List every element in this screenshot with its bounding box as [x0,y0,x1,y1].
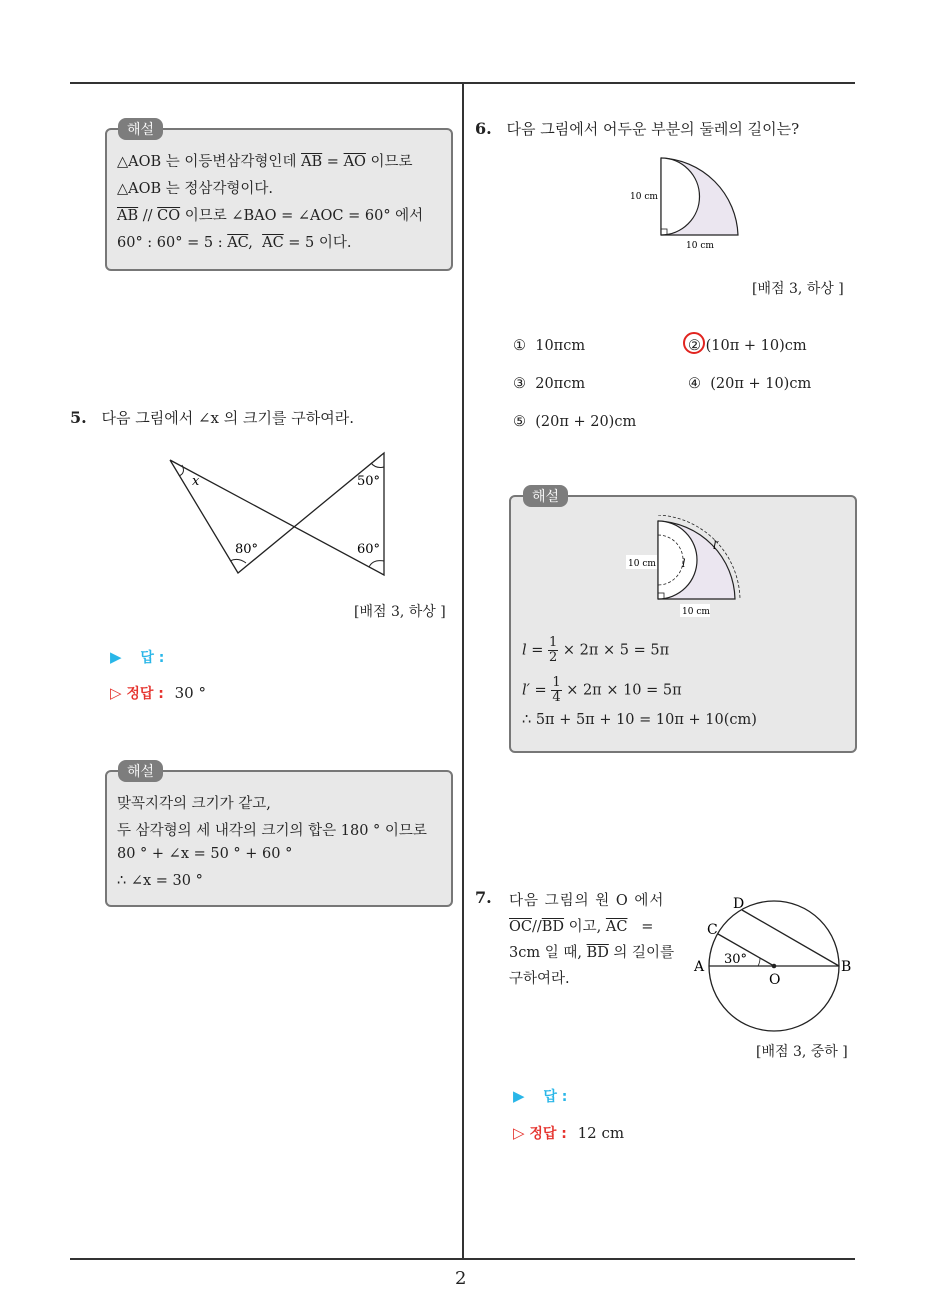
correct-label: 정답 : [126,686,164,702]
question-text: 다음 그림에서 어두운 부분의 둘레의 길이는? [506,120,800,138]
question-number: 6. [475,119,492,138]
point-d-label: D [733,896,745,912]
angle-30-label: 30° [724,952,748,967]
solution-line: l = $\frac{1}{2}$ × 2π × 5 = 5π [522,635,670,665]
q6-figure [628,152,748,252]
q5-figure [160,445,400,585]
answer-row [110,647,164,667]
solution-line: 80 ° + ∠x = 50 ° + 60 ° [117,846,293,862]
solution-line: △AOB 는 정삼각형이다. [117,181,274,197]
point-o-label: O [769,972,781,988]
bottom-length-label: 10 cm [682,607,710,617]
solution-line: 두 삼각형의 세 내각의 크기의 합은 180 ° 이므로 [117,823,427,839]
correct-label: 정답 : [529,1126,567,1142]
page-number: 2 [455,1268,467,1289]
side-length-label: 10 cm [630,192,658,202]
answer-label: 답 : [140,650,165,666]
question-text: 구하여라. [509,971,570,987]
play-icon: ▶ [513,1087,525,1105]
arc-lp-label: l′ [713,539,720,552]
arc-l-label: l [682,557,686,570]
solution-line: 맞꼭지각의 크기가 같고, [117,796,271,812]
answer-label: 답 : [543,1089,568,1105]
solution-tag: 해설 [523,485,568,507]
score-meta: [배점 3, 하상 ] [354,604,446,620]
outline-play-icon: ▷ [110,684,122,702]
angle-80-label: 80° [235,542,259,557]
choice-2[interactable]: ② (10π + 10)cm [688,338,807,354]
question-text: 3cm 일 때, $\overline{BD}$ 의 길이를 [509,945,675,961]
question-number: 5. [70,408,87,427]
question-5 [70,407,354,428]
solution-tag: 해설 [118,760,163,782]
choice-1[interactable]: ① 10πcm [513,338,586,354]
angle-60-label: 60° [357,542,381,557]
solution-line: l′ = $\frac{1}{4}$ × 2π × 10 = 5π [522,675,682,705]
question-7-number: 7. [475,888,492,907]
correct-value: 12 cm [577,1124,625,1142]
question-text: 다음 그림에서 ∠x 의 크기를 구하여라. [101,409,354,427]
solution-line: △AOB 는 이등변삼각형인데 $\overline{AB} = \overline{AO}$ 이므로 [117,154,413,170]
solution-line: ∴ ∠x = 30 ° [117,873,203,889]
angle-50-label: 50° [357,474,381,489]
correct-answer-row [110,683,206,703]
choice-5[interactable]: ⑤ (20π + 20)cm [513,414,637,430]
score-meta: [배점 3, 중하 ] [756,1044,848,1060]
question-text: 다음 그림의 원 O 에서 [509,893,665,909]
choice-4[interactable]: ④ (20π + 10)cm [688,376,812,392]
question-text: $\overline{OC}//\overline{BD}$ 이고, $\overline{AC}$ = [509,919,654,935]
choice-3[interactable]: ③ 20πcm [513,376,586,392]
question-6 [475,118,799,139]
side-length-label: 10 cm [628,559,656,569]
q7-figure [690,893,860,1038]
point-a-label: A [694,959,705,975]
column-divider [462,82,464,1259]
angle-x-label: x [192,474,200,489]
solution-line: $\overline{AB} // \overline{CO}$ 이므로 ∠BAO = ∠AOC = 60° 에서 [117,208,424,224]
correct-answer-row [513,1123,624,1143]
bottom-length-label: 10 cm [686,241,714,251]
play-icon: ▶ [110,648,122,666]
point-b-label: B [841,959,852,975]
sol3-figure [625,515,755,620]
point-c-label: C [707,922,718,938]
outline-play-icon: ▷ [513,1124,525,1142]
selected-mark-icon [683,332,705,354]
score-meta: [배점 3, 하상 ] [752,281,844,297]
solution-tag: 해설 [118,118,163,140]
correct-value: 30 ° [174,684,206,702]
answer-row [513,1086,567,1106]
solution-line: 60° : 60° = 5 : $\overline{AC}$, $\overline{AC} = 5$ 이다. [117,235,352,251]
solution-line: ∴ 5π + 5π + 10 = 10π + 10(cm) [522,712,757,728]
